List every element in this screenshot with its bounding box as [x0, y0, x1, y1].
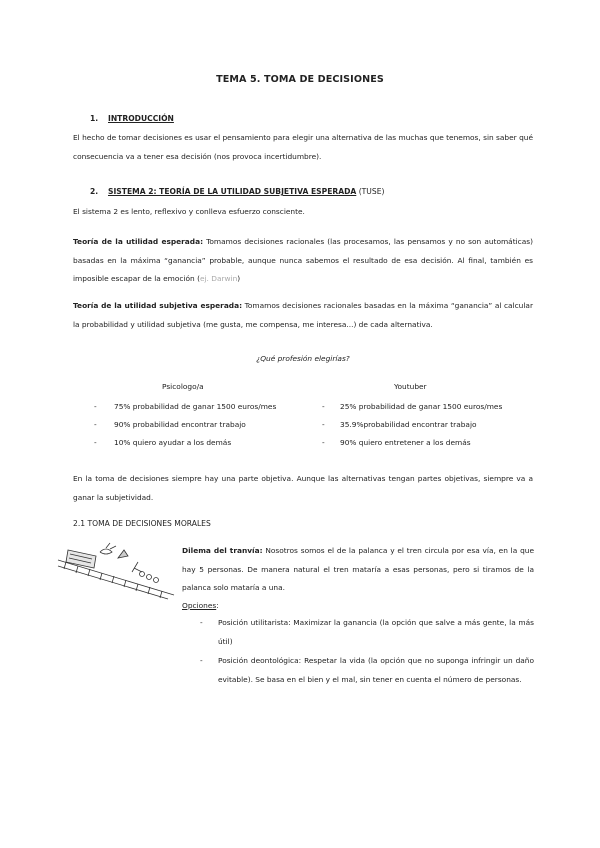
profession-question: ¿Qué profesión elegirías?	[256, 354, 350, 363]
page-title: TEMA 5. TOMA DE DECISIONES	[216, 74, 384, 85]
list-item: - 75% probabilidad de ganar 1500 euros/mes	[94, 402, 277, 411]
trolley-dilemma-label: Dilema del tranvía:	[182, 546, 263, 555]
section-1-title: INTRODUCCIÓN	[108, 114, 174, 123]
list-item: - 90% quiero entretener a los demás	[322, 438, 471, 447]
expected-utility-label: Teoría de la utilidad esperada:	[73, 237, 204, 246]
trolley-dilemma-text: Nosotros somos el de la palanca y el tren circula por esa vía, en la que hay 5 personas. De manera natural el tren mataría a esas personas, pero si tiramos de la palanca solo mataría a una.	[182, 546, 534, 592]
list-item: - 90% probabilidad encontrar trabajo	[94, 420, 246, 429]
section-2-conclusion: En la toma de decisiones siempre hay una parte objetiva. Aunque las alternativas tengan partes objetivas, siempre va a ganar la subjetividad.	[73, 474, 533, 502]
section-1-number: 1.	[90, 114, 99, 123]
subjective-utility-paragraph	[73, 297, 533, 334]
section-2-number: 2.	[90, 187, 99, 196]
list-item: - 25% probabilidad de ganar 1500 euros/mes	[322, 402, 503, 411]
section-2-suffix: (TUSE)	[356, 187, 385, 196]
deontological-option: Posición deontológica: Respetar la vida (la opción que no suponga infringir un daño evitable). Se basa en el bien y el mal, sin tener en cuenta el número de personas.	[218, 656, 534, 684]
expected-utility-end: )	[237, 274, 241, 283]
section-2-intro: El sistema 2 es lento, reflexivo y conlleva esfuerzo consciente.	[73, 207, 305, 216]
left-option-list	[94, 398, 314, 452]
utilitarian-option: Posición utilitarista: Maximizar la ganancia (la opción que salve a más gente, la más útil)	[218, 618, 534, 646]
section-2-1-heading: 2.1 TOMA DE DECISIONES MORALES	[73, 519, 211, 528]
list-item: - Posición utilitarista: Maximizar la ganancia (la opción que salve a más gente, la más útil)	[200, 618, 534, 646]
moral-options-list	[200, 614, 534, 689]
expected-utility-text: Tomamos decisiones racionales (las procesamos, las pensamos y no son automáticas) basadas en la máxima “ganancia” probable, aunque nunca sabemos el resultado de esa decisión. Al final, también es imposible escapar de la emoción (	[73, 237, 533, 283]
right-option-list	[322, 398, 542, 452]
list-item: - 35.9%probabilidad encontrar trabajo	[322, 420, 477, 429]
subjective-utility-label: Teoría de la utilidad subjetiva esperada:	[73, 301, 243, 310]
list-item: - 10% quiero ayudar a los demás	[94, 438, 232, 447]
options-heading: Opciones:	[182, 601, 219, 610]
options-label: Opciones	[182, 601, 217, 610]
trolley-illustration	[56, 540, 176, 600]
section-2-title: SISTEMA 2: TEORÍA DE LA UTILIDAD SUBJETIVA ESPERADA	[108, 187, 357, 196]
trolley-icon	[56, 540, 176, 600]
trolley-dilemma-paragraph	[182, 542, 534, 598]
darwin-example: ej. Darwin	[199, 274, 238, 283]
expected-utility-paragraph	[73, 233, 533, 289]
list-item: - Posición deontológica: Respetar la vida (la opción que no suponga infringir un daño evitable). Se basa en el bien y el mal, sin tener en cuenta el número de personas.	[200, 656, 534, 684]
section-1-heading	[90, 114, 174, 123]
column-left-title: Psicologo/a	[162, 382, 204, 391]
section-1-body: El hecho de tomar decisiones es usar el pensamiento para elegir una alternativa de las muchas que tenemos, sin saber qué consecuencia va a tener esa decisión (nos provoca incertidumbre).	[73, 133, 533, 161]
subjective-utility-text: Tomamos decisiones racionales basadas en la máxima “ganancia” al calcular la probabilidad y utilidad subjetiva (me gusta, me compensa, me interesa...) de cada alternativa.	[73, 301, 533, 329]
column-right-title: Youtuber	[394, 382, 427, 391]
section-2-heading	[90, 187, 384, 196]
